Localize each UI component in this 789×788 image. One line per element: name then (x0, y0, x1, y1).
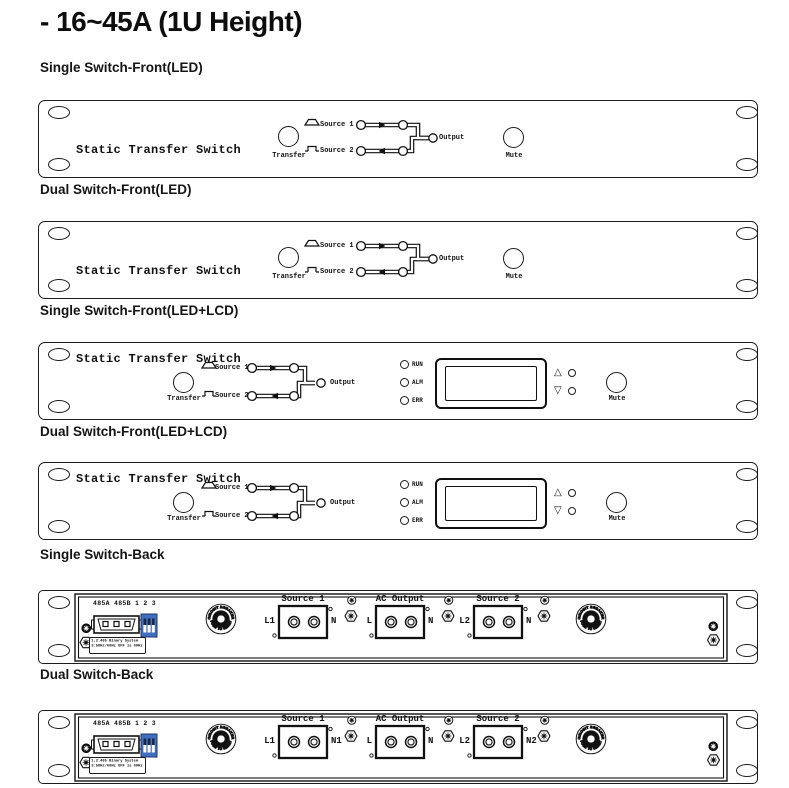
device-name: Static Transfer Switch (76, 143, 242, 157)
up-button (568, 489, 576, 497)
down-arrow-icon: ▽ (554, 505, 562, 516)
mount-hole (736, 227, 758, 240)
mount-hole (48, 400, 70, 413)
terminal-l1-label: L1 (264, 736, 275, 746)
source1-label: Source 1 (215, 484, 249, 492)
up-arrow-icon: △ (554, 367, 562, 378)
alm-led-label: ALM (412, 499, 423, 506)
terminal-l1-label: L1 (264, 616, 275, 626)
transfer-button (173, 492, 194, 513)
mute-label: Mute (608, 515, 626, 523)
dip-note-box (89, 637, 146, 654)
panel-dual-front-led (38, 221, 758, 299)
terminal-l-label: L (366, 616, 372, 626)
source1-terminal-label: Source 1 (281, 594, 325, 604)
source2-label: Source 2 (320, 147, 354, 155)
run-led (400, 480, 409, 489)
mute-button (503, 248, 524, 269)
mute-label: Mute (608, 395, 626, 403)
mount-hole (48, 520, 70, 533)
device-name: Static Transfer Switch (76, 352, 242, 366)
mount-hole (736, 348, 758, 361)
mount-hole (736, 158, 758, 171)
run-led (400, 360, 409, 369)
lcd-display (435, 358, 547, 409)
terminal-l2-label: L2 (459, 736, 470, 746)
ac-output-terminal-label: AC Output (375, 594, 425, 604)
terminal-n-label: N (428, 736, 434, 746)
panel-single-front-led-lcd (38, 342, 758, 420)
source2-terminal-label: Source 2 (476, 714, 520, 724)
err-led-label: ERR (412, 517, 423, 524)
alm-led (400, 498, 409, 507)
mount-hole (736, 106, 758, 119)
dip-note-line2: 3:50Hz/60Hz OFF is 60Hz (91, 643, 143, 648)
section-label-dual-front-led-lcd: Dual Switch-Front(LED+LCD) (40, 424, 228, 439)
comm-port-label: 485A 485B 1 2 3 (93, 600, 157, 607)
terminal-n-label: N (526, 616, 532, 626)
output-label: Output (330, 499, 356, 507)
transfer-label: Transfer (272, 152, 306, 160)
section-label-dual-back: Dual Switch-Back (40, 667, 154, 682)
mute-button (606, 492, 627, 513)
terminal-n-label: N (331, 616, 337, 626)
device-name: Static Transfer Switch (76, 472, 242, 486)
transfer-button (278, 126, 299, 147)
alm-led-label: ALM (412, 379, 423, 386)
down-button (568, 507, 576, 515)
dip-note-line1: 1,2:485 Binary System (91, 638, 139, 643)
lcd-screen (445, 486, 537, 521)
section-label-single-back: Single Switch-Back (40, 547, 165, 562)
output-label: Output (439, 255, 465, 263)
err-led (400, 516, 409, 525)
mute-label: Mute (505, 273, 523, 281)
down-button (568, 387, 576, 395)
mute-button (503, 127, 524, 148)
terminal-l-label: L (366, 736, 372, 746)
section-label-single-front-led-lcd: Single Switch-Front(LED+LCD) (40, 303, 239, 318)
device-name: Static Transfer Switch (76, 264, 242, 278)
mute-label: Mute (505, 152, 523, 160)
up-button (568, 369, 576, 377)
source1-label: Source 1 (215, 364, 249, 372)
source1-label: Source 1 (320, 121, 354, 129)
up-arrow-icon: △ (554, 487, 562, 498)
section-label-dual-front-led: Dual Switch-Front(LED) (40, 182, 192, 197)
dip-note-box (89, 757, 146, 774)
mount-hole (48, 348, 70, 361)
terminal-l2-label: L2 (459, 616, 470, 626)
mount-hole (48, 106, 70, 119)
lcd-display (435, 478, 547, 529)
mute-button (606, 372, 627, 393)
mount-hole (48, 468, 70, 481)
mount-hole (736, 400, 758, 413)
output-label: Output (439, 134, 465, 142)
mount-hole (736, 279, 758, 292)
page-title: - 16~45A (1U Height) (40, 6, 303, 37)
down-arrow-icon: ▽ (554, 385, 562, 396)
panel-single-back (38, 590, 758, 664)
dip-note-line2: 3:50Hz/60Hz OFF is 60Hz (91, 763, 143, 768)
run-led-label: RUN (412, 481, 423, 488)
source2-label: Source 2 (215, 392, 249, 400)
alm-led (400, 378, 409, 387)
run-led-label: RUN (412, 361, 423, 368)
panel-single-front-led (38, 100, 758, 178)
transfer-label: Transfer (167, 515, 201, 523)
mount-hole (48, 227, 70, 240)
dip-note-line1: 1,2:485 Binary System (91, 758, 139, 763)
mount-hole (48, 158, 70, 171)
source2-label: Source 2 (215, 512, 249, 520)
source2-label: Source 2 (320, 268, 354, 276)
mount-hole (48, 279, 70, 292)
terminal-n-label: N (428, 616, 434, 626)
terminal-n2-label: N2 (526, 736, 537, 746)
transfer-button (278, 247, 299, 268)
mount-hole (736, 468, 758, 481)
transfer-label: Transfer (167, 395, 201, 403)
source1-label: Source 1 (320, 242, 354, 250)
mount-hole (736, 520, 758, 533)
comm-port-label: 485A 485B 1 2 3 (93, 720, 157, 727)
ac-output-terminal-label: AC Output (375, 714, 425, 724)
terminal-n1-label: N1 (331, 736, 342, 746)
output-label: Output (330, 379, 356, 387)
source2-terminal-label: Source 2 (476, 594, 520, 604)
source1-terminal-label: Source 1 (281, 714, 325, 724)
err-led-label: ERR (412, 397, 423, 404)
lcd-screen (445, 366, 537, 401)
section-label-single-front-led: Single Switch-Front(LED) (40, 60, 203, 75)
panel-dual-back (38, 710, 758, 784)
transfer-label: Transfer (272, 273, 306, 281)
transfer-button (173, 372, 194, 393)
panel-dual-front-led-lcd (38, 462, 758, 540)
err-led (400, 396, 409, 405)
